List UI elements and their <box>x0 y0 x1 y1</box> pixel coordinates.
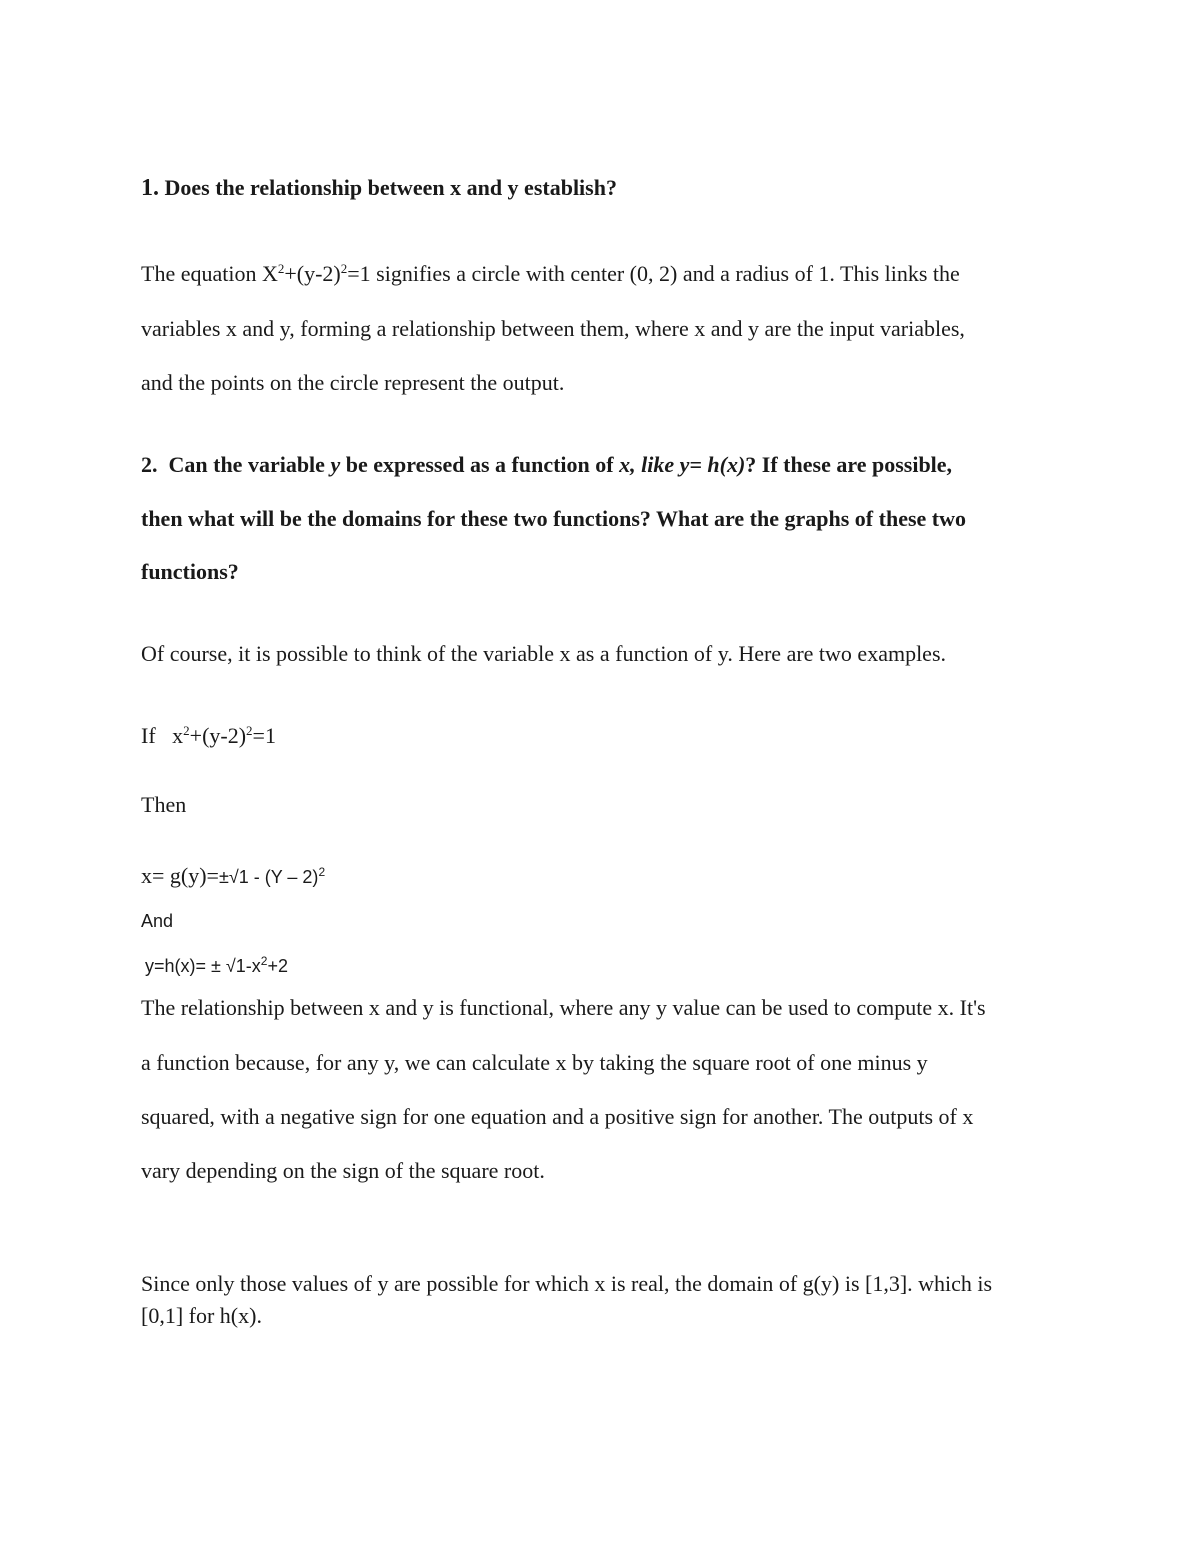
superscript: 2 <box>260 954 268 968</box>
text-segment: =1 <box>252 723 276 748</box>
paragraph-1-line-2: variables x and y, forming a relationship between them, where x and y are the input variables, <box>141 316 965 341</box>
equation-g <box>141 863 325 890</box>
paragraph-3-line-3: squared, with a negative sign for one equation and a positive sign for another. The outputs of x <box>141 1104 974 1129</box>
paragraph-1-line-3: and the points on the circle represent the output. <box>141 370 565 395</box>
equation-if <box>141 723 276 749</box>
question-1-heading <box>141 175 617 201</box>
paragraph-3-line-1: The relationship between x and y is functional, where any y value can be used to compute x. It's <box>141 995 986 1020</box>
question-2-line-3: functions? <box>141 559 239 584</box>
superscript: 2 <box>277 261 285 276</box>
equation-g-sans <box>219 867 325 887</box>
text-segment: +2 <box>267 956 289 976</box>
paragraph-3-line-4: vary depending on the sign of the square root. <box>141 1158 545 1183</box>
text-segment: If <box>141 723 156 748</box>
paragraph-4-line-2: [0,1] for h(x). <box>141 1303 262 1328</box>
text-segment: y <box>330 452 341 477</box>
text-segment: x <box>172 723 184 748</box>
text-segment: =1 signifies a circle with center (0, 2) and a radius of 1. This links the <box>347 261 960 286</box>
text-segment: ? If these are possible, <box>745 452 953 477</box>
text-segment: y=h(x)= ± √1-x <box>145 956 261 976</box>
text-segment: be expressed as a function of <box>340 452 620 477</box>
text-segment: +(y-2) <box>189 723 247 748</box>
question-2-line-2: then what will be the domains for these two functions? What are the graphs of these two <box>141 506 966 531</box>
text-segment: +(y-2) <box>284 261 341 286</box>
equation-h <box>145 953 288 979</box>
superscript: 2 <box>246 723 253 738</box>
question-1-title: Does the relationship between x and y establish? <box>164 175 617 200</box>
question-1-number: 1. <box>141 175 159 201</box>
question-2-number: 2. <box>141 452 158 477</box>
equation-and-label: And <box>141 911 174 931</box>
superscript: 2 <box>318 865 326 879</box>
equation-then-label: Then <box>141 792 187 817</box>
text-segment: x= g(y)= <box>141 863 219 888</box>
text-segment: Can the variable <box>168 452 331 477</box>
paragraph-3-line-2: a function because, for any y, we can calculate x by taking the square root of one minus y <box>141 1050 928 1075</box>
text-segment: The equation X <box>141 261 278 286</box>
question-2-line-1 <box>141 452 952 478</box>
text-segment: x, like y= h(x) <box>619 452 746 477</box>
paragraph-1-line-1 <box>141 261 960 287</box>
superscript: 2 <box>340 261 348 276</box>
paragraph-4-line-1: Since only those values of y are possible for which x is real, the domain of g(y) is [1,3]. which is <box>141 1271 993 1296</box>
superscript: 2 <box>183 723 190 738</box>
text-segment: ±√1 - (Y – 2) <box>218 867 319 887</box>
paragraph-2-line-1: Of course, it is possible to think of the variable x as a function of y. Here are two examples. <box>141 641 947 666</box>
